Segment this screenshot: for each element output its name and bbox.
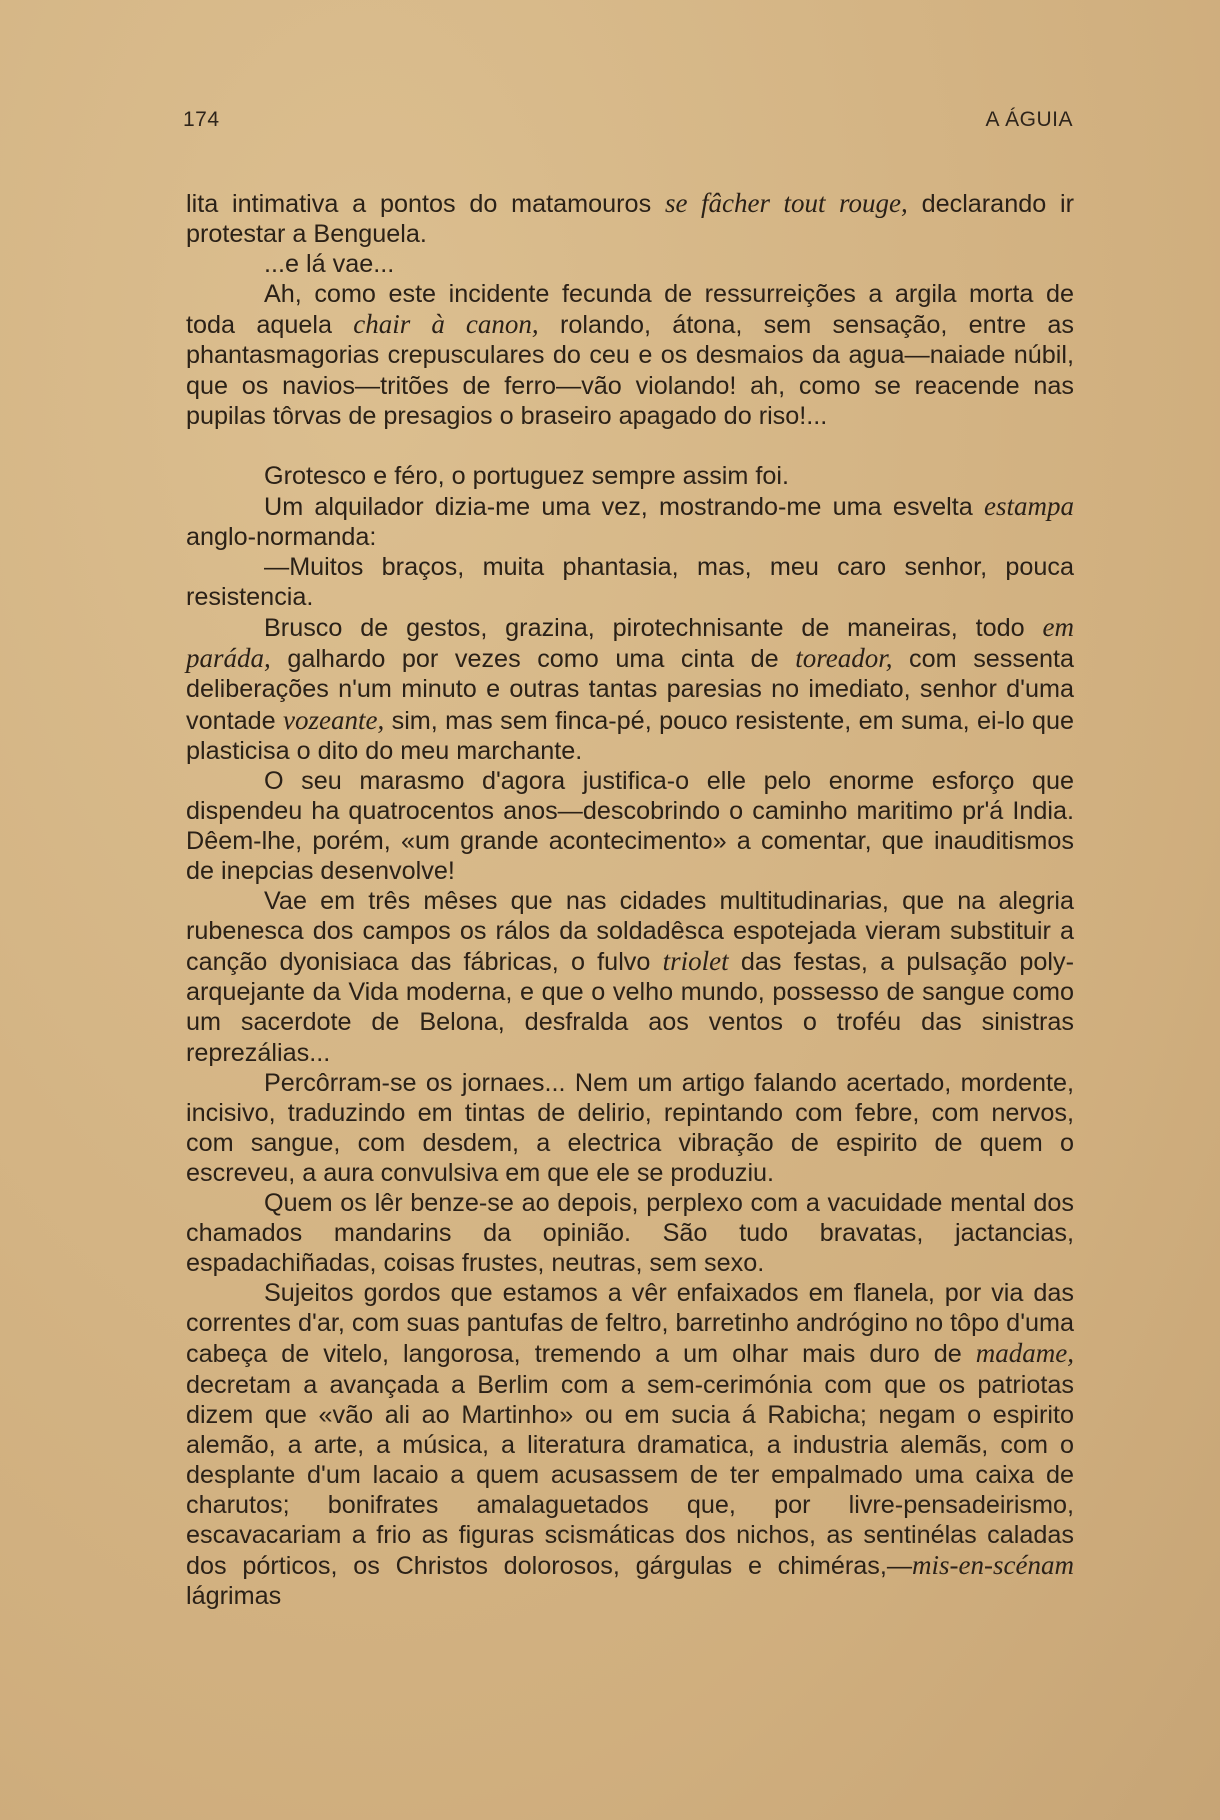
paragraph-6: —Muitos braços, muita phantasia, mas, meu caro senhor, pouca resistencia.: [186, 553, 1074, 612]
paragraph-7: [186, 612, 1074, 765]
page-number: 174: [183, 108, 220, 131]
text-run: Ah, como este incidente fecunda de ressurreições a argila morta de toda aquela: [186, 280, 1074, 340]
paragraph-3: [186, 279, 1074, 430]
text-run: lágrimas: [186, 1582, 282, 1611]
paragraph-1: [186, 188, 1074, 249]
paragraph-4: Grotesco e féro, o portuguez sempre assim foi.: [264, 461, 789, 490]
text-run: das festas, a pulsação poly-arquejante da Vida moderna, e que o velho mundo, possesso de sangue como um sacerdote de Belona, desfralda aos ventos o troféu das sinistras reprezálias...: [186, 948, 1074, 1067]
italic-phrase: em paráda,: [186, 612, 1074, 674]
paragraph-2: ...e lá vae...: [264, 250, 395, 279]
text-run: Vae em três mêses que nas cidades multitudinarias, que na alegria rubenesca dos campos os rálos da soldadêsca espotejada vieram substituir a canção dyonisiaca das fábricas, o fulvo: [186, 887, 1074, 977]
paragraph-10: Percôrram-se os jornaes... Nem um artigo falando acertado, mordente, incisivo, traduzindo em tintas de delirio, repintando com febre, com nervos, com sangue, com desdem, a electrica vibração de espirito de quem o escreveu, a aura convulsiva em que ele se produziu.: [186, 1068, 1074, 1187]
italic-phrase: triolet: [662, 946, 729, 977]
text-run: galhardo por vezes como uma cinta de: [270, 645, 796, 674]
text-run: anglo-normanda:: [186, 522, 377, 551]
text-run: com sessenta deliberações n'um minuto e outras tantas paresias no imediato, senhor d'uma vontade: [186, 645, 1074, 735]
text-run: lita intimativa a pontos do matamouros: [186, 190, 665, 218]
text-run: Um alquilador dizia-me uma vez, mostrando-me uma esvelta: [264, 492, 984, 521]
text-run: sim, mas sem finca-pé, pouco resistente, em suma, ei-lo que plasticisa o dito do meu marchante.: [186, 706, 1074, 765]
text-run: Sujeitos gordos que estamos a vêr enfaixados em flanela, por via das correntes d'ar, com suas pantufas de feltro, barretinho andrógino no tôpo d'uma cabeça de vitelo, langorosa, tremendo a um olhar mais duro de: [186, 1279, 1074, 1369]
text-run: Brusco de gestos, grazina, pirotechnisante de maneiras, todo: [264, 614, 1043, 643]
paragraph-11: Quem os lêr benze-se ao depois, perplexo com a vacuidade mental dos chamados mandarins da opinião. São tudo bravatas, jactancias, espadachiñadas, coisas frustes, neutras, sem sexo.: [186, 1189, 1074, 1278]
paragraph-8: O seu marasmo d'agora justifica-o elle pelo enorme esforço que dispendeu ha quatrocentos anos—descobrindo o caminho maritimo pr'á India. Dêem-lhe, porém, «um grande acontecimento» a comentar, que inauditismos de inepcias desenvolve!: [186, 766, 1074, 885]
italic-phrase: toreador,: [795, 643, 893, 674]
paragraph-12: [186, 1278, 1074, 1611]
paragraph-5: [186, 491, 1074, 552]
italic-phrase: mis-en-scénam: [912, 1550, 1074, 1581]
text-run: rolando, átona, sem sensação, entre as phantasmagorias crepusculares do ceu e os desmaios da agua—naiade núbil, que os navios—tritões de ferro—vão violando! ah, como se reacende nas pupilas tôrvas de presagios o braseiro apagado do riso!...: [186, 311, 1075, 430]
journal-title: A ÁGUIA: [985, 108, 1073, 131]
italic-phrase: se fâcher tout rouge,: [664, 188, 908, 218]
paragraph-9: [186, 886, 1074, 1068]
italic-phrase: chair à canon,: [353, 309, 539, 340]
italic-phrase: vozeante,: [283, 704, 385, 735]
italic-phrase: madame,: [975, 1338, 1074, 1369]
italic-phrase: estampa: [984, 490, 1074, 521]
text-run: decretam a avançada a Berlim com a sem-cerimónia com que os patriotas dizem que «vão ali ao Martinho» ou em sucia á Rabicha; negam o espirito alemão, a arte, a música, a literatura dramatica, a industria alemãs, com o desplante d'um lacaio a quem acusassem de ter empalmado uma caixa de charutos; bonifrates amalaguetados que, por livre-pensadeirismo, escavacariam a frio as figuras scismáticas dos nichos, as sentinélas caladas dos pórticos, os Christos dolorosos, gárgulas e chiméras,—: [186, 1370, 1074, 1581]
running-header: [183, 108, 1073, 138]
article-body: [186, 188, 1074, 1611]
text-run: declarando ir protestar a Benguela.: [186, 190, 1074, 249]
